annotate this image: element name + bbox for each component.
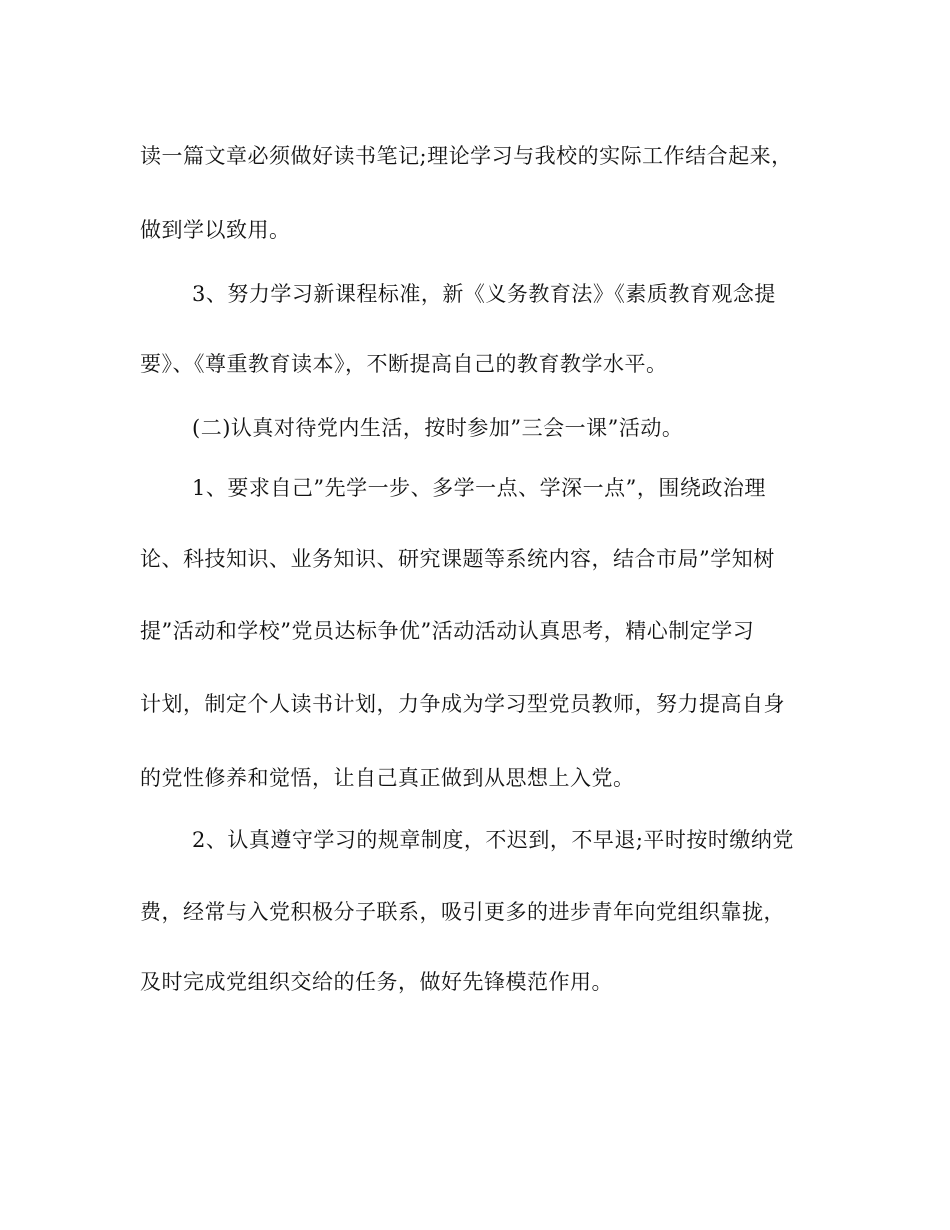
- text-line: 的党性修养和觉悟，让自己真正做到从思想上入党。: [140, 766, 635, 790]
- paragraph-line: 1、要求自己”先学一步、多学一点、学深一点”，围绕政治理: [192, 476, 766, 500]
- text-line: 计划，制定个人读书计划，力争成为学习型党员教师，努力提高自身: [140, 692, 785, 716]
- text-line: 要》、《尊重教育读本》，不断提高自己的教育教学水平。: [140, 352, 668, 376]
- text-line: 读一篇文章必须做好读书笔记;理论学习与我校的实际工作结合起来，: [140, 144, 793, 168]
- text-line: 费，经常与入党积极分子联系，吸引更多的进步青年向党组织靠拢，: [140, 900, 785, 924]
- section-heading: (二)认真对待党内生活，按时参加”三会一课”活动。: [192, 416, 684, 440]
- paragraph-line: 2、认真遵守学习的规章制度，不迟到，不早退;平时按时缴纳党: [192, 828, 794, 852]
- text-line: 论、科技知识、业务知识、研究课题等系统内容，结合市局”学知树: [140, 547, 775, 571]
- text-line: 提”活动和学校”党员达标争优”活动活动认真思考，精心制定学习: [140, 619, 755, 643]
- text-line: 及时完成党组织交给的任务，做好先锋模范作用。: [140, 970, 613, 994]
- text-line: 做到学以致用。: [140, 218, 291, 242]
- paragraph-line: 3、努力学习新课程标准，新《义务教育法》《素质教育观念提: [192, 282, 776, 306]
